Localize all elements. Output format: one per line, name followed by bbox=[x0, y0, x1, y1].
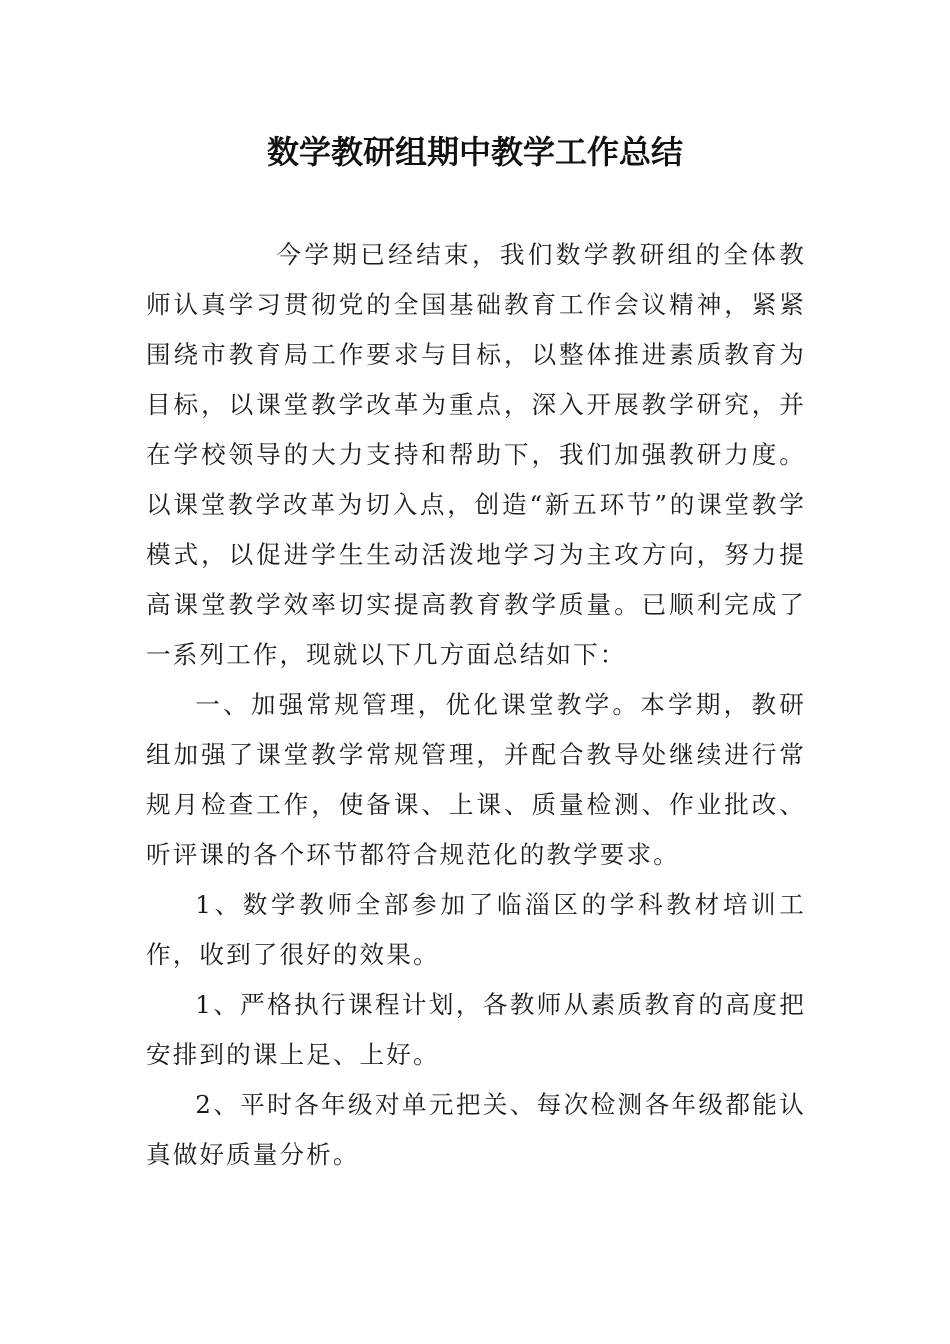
paragraph-item-training: 1、数学教师全部参加了临淄区的学科教材培训工作，收到了很好的效果。 bbox=[146, 890, 806, 969]
paragraph-section-one: 一、加强常规管理，优化课堂教学。本学期，教研组加强了课堂教学常规管理，并配合教导处继续进行常规月检查工作，使备课、上课、质量检测、作业批改、听评课的各个环节都符合规范化的教学要求。 bbox=[146, 690, 806, 869]
paragraph-intro: 今学期已经结束，我们数学教研组的全体教师认真学习贯彻党的全国基础教育工作会议精神，紧紧围绕市教育局工作要求与目标，以整体推进素质教育为目标，以课堂教学改革为重点，深入开展教学研究，并在学校领导的大力支持和帮助下，我们加强教研力度。以课堂教学改革为切入点，创造“新五环节”的课堂教学模式，以促进学生生动活泼地学习为主攻方向，努力提高课堂教学效率切实提高教育教学质量。已顺利完成了一系列工作，现就以下几方面总结如下： bbox=[146, 240, 806, 669]
document-title: 数学教研组期中教学工作总结 bbox=[266, 133, 683, 171]
paragraph-item-quality-analysis: 2、平时各年级对单元把关、每次检测各年级都能认真做好质量分析。 bbox=[146, 1090, 806, 1169]
paragraph-item-curriculum: 1、严格执行课程计划，各教师从素质教育的高度把安排到的课上足、上好。 bbox=[146, 990, 806, 1069]
document-body bbox=[146, 230, 806, 1180]
